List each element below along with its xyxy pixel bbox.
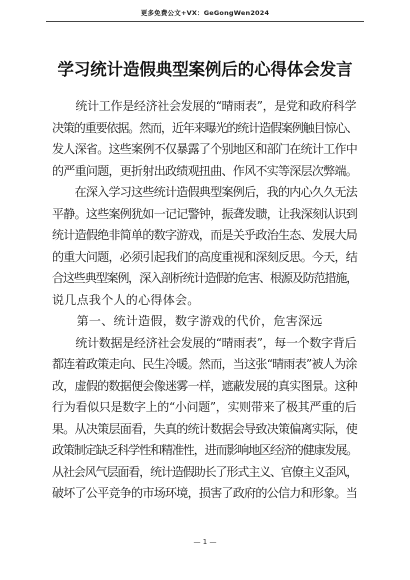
document-title: 学习统计造假典型案例后的心得体会发言 — [57, 60, 353, 79]
page-number: — 1 — — [193, 538, 217, 546]
body-line: 的重大问题，必须引起我们的高度重视和深刻反思。今天，结 — [52, 249, 358, 264]
body-line: 在深入学习这些统计造假典型案例后，我的内心久久无法 — [52, 185, 358, 199]
body-line: 统计工作是经济社会发展的“晴雨表”，是党和政府科学 — [52, 99, 357, 113]
body-line: 决策的重要依据。然而，近年来曝光的统计造假案例触目惊心、 — [52, 120, 358, 135]
body-line: 破坏了公平竞争的市场环境，损害了政府的公信力和形象。当 — [52, 486, 358, 500]
body-line: 平静。这些案例犹如一记记警钟，振聋发聩，让我深刻认识到 — [52, 206, 358, 221]
header-divider — [46, 21, 364, 22]
body-line: 果。从决策层面看，失真的统计数据会导致决策偏离实际，使 — [52, 421, 358, 436]
body-line: 行为看似只是数字上的“小问题”，实则带来了极其严重的后 — [52, 400, 357, 414]
body-line: 统计造假绝非简单的数字游戏，而是关乎政治生态、发展大局 — [52, 228, 358, 242]
body-line: 改，虚假的数据便会像迷雾一样，遮蔽发展的真实图景。这种 — [52, 378, 358, 393]
body-line: 从社会风气层面看，统计造假助长了形式主义、官僚主义歪风， — [52, 464, 358, 479]
body-line: 的严重问题，更折射出政绩观扭曲、作风不实等深层次弊端。 — [52, 163, 358, 178]
body-line: 说几点我个人的心得体会。 — [52, 292, 200, 307]
section-heading: 第一、统计造假，数字游戏的代价，危害深远 — [52, 314, 323, 328]
body-line: 合这些典型案例，深入剖析统计造假的危害、根源及防范措施， — [52, 271, 358, 285]
document-body — [52, 96, 358, 505]
body-line: 发人深省。这些案例不仅暴露了个别地区和部门在统计工作中 — [52, 142, 358, 156]
page-header: 更多免费公文+VX：GeGongWen2024 — [140, 9, 270, 17]
body-line: 都连着政策走向、民生冷暖。然而，当这张“晴雨表”被人为涂 — [52, 357, 357, 371]
body-line: 政策制定缺乏科学性和精准性，进而影响地区经济的健康发展。 — [52, 443, 358, 457]
body-line: 统计数据是经济社会发展的“晴雨表”，每一个数字背后 — [52, 335, 357, 350]
